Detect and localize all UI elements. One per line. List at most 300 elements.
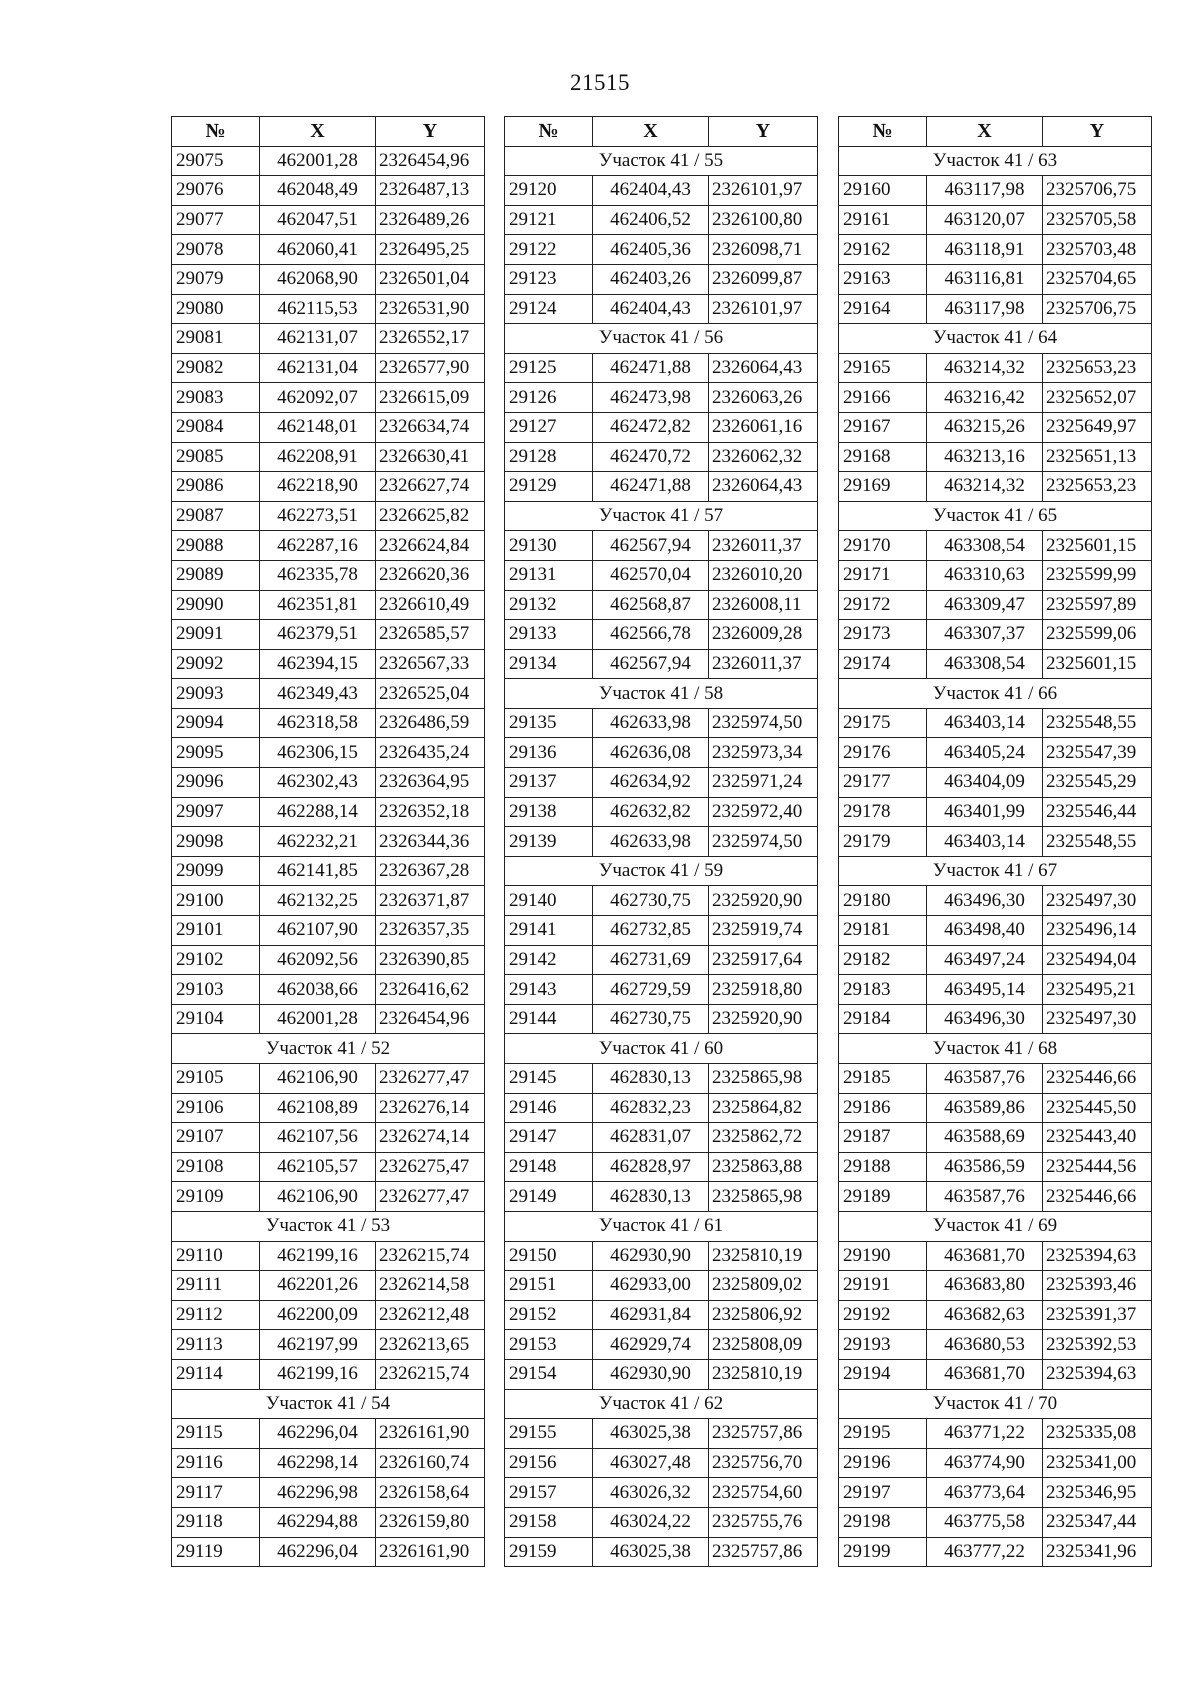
y-coordinate: 2325974,50 [709,708,818,738]
table-row [505,383,818,413]
table-row [172,916,485,946]
section-row [505,1211,818,1241]
y-coordinate: 2325446,66 [1043,1182,1152,1212]
point-number: 29177 [839,768,927,798]
point-number: 29097 [172,797,260,827]
section-row [172,1389,485,1419]
point-number: 29182 [839,945,927,975]
table-row [839,975,1152,1005]
table-row [172,649,485,679]
y-coordinate: 2325335,08 [1043,1419,1152,1449]
y-coordinate: 2326008,11 [709,590,818,620]
table-row [172,501,485,531]
point-number: 29187 [839,1123,927,1153]
point-number: 29186 [839,1093,927,1123]
y-coordinate: 2326275,47 [376,1152,485,1182]
y-coordinate: 2326214,58 [376,1271,485,1301]
table-row [172,353,485,383]
table-row [839,649,1152,679]
table-row [172,235,485,265]
x-coordinate: 462001,28 [260,1004,376,1034]
point-number: 29119 [172,1537,260,1567]
table-row [172,738,485,768]
x-coordinate: 462394,15 [260,649,376,679]
y-coordinate: 2325972,40 [709,797,818,827]
point-number: 29075 [172,146,260,176]
section-row [505,501,818,531]
table-row [505,1152,818,1182]
x-coordinate: 462636,08 [593,738,709,768]
table-row [172,1300,485,1330]
y-coordinate: 2326063,26 [709,383,818,413]
table-row [505,738,818,768]
section-row [505,856,818,886]
table-row [839,1419,1152,1449]
x-coordinate: 462141,85 [260,856,376,886]
table-row [172,708,485,738]
y-coordinate: 2326277,47 [376,1064,485,1094]
table-row [172,886,485,916]
x-coordinate: 462106,90 [260,1182,376,1212]
y-coordinate: 2325653,23 [1043,472,1152,502]
y-coordinate: 2326277,47 [376,1182,485,1212]
section-row [839,146,1152,176]
table-row [172,1064,485,1094]
point-number: 29160 [839,176,927,206]
point-number: 29108 [172,1152,260,1182]
x-coordinate: 463587,76 [927,1064,1043,1094]
table-row [172,442,485,472]
y-coordinate: 2325548,55 [1043,708,1152,738]
point-number: 29096 [172,768,260,798]
header-row [505,117,818,147]
table-row [505,1330,818,1360]
point-number: 29171 [839,560,927,590]
table-row [172,472,485,502]
table-row [839,1241,1152,1271]
section-row [839,324,1152,354]
y-coordinate: 2326011,37 [709,649,818,679]
y-coordinate: 2325545,29 [1043,768,1152,798]
table-row [839,620,1152,650]
y-coordinate: 2325601,15 [1043,649,1152,679]
table-row [172,1419,485,1449]
table-row [505,472,818,502]
point-number: 29176 [839,738,927,768]
header-number: № [505,117,593,147]
x-coordinate: 462306,15 [260,738,376,768]
table-row [172,146,485,176]
point-number: 29109 [172,1182,260,1212]
point-number: 29076 [172,176,260,206]
point-number: 29102 [172,945,260,975]
x-coordinate: 463213,16 [927,442,1043,472]
y-coordinate: 2325865,98 [709,1182,818,1212]
point-number: 29083 [172,383,260,413]
table-row [172,768,485,798]
y-coordinate: 2325809,02 [709,1271,818,1301]
point-number: 29113 [172,1330,260,1360]
point-number: 29125 [505,353,593,383]
x-coordinate: 463775,58 [927,1507,1043,1537]
point-number: 29121 [505,205,593,235]
x-coordinate: 462092,07 [260,383,376,413]
x-coordinate: 462634,92 [593,768,709,798]
coordinates-table-2 [504,116,818,1567]
point-number: 29150 [505,1241,593,1271]
x-coordinate: 463496,30 [927,886,1043,916]
page-number: 21515 [570,70,630,95]
point-number: 29190 [839,1241,927,1271]
x-coordinate: 462731,69 [593,945,709,975]
x-coordinate: 462298,14 [260,1448,376,1478]
x-coordinate: 463214,32 [927,353,1043,383]
y-coordinate: 2326454,96 [376,1004,485,1034]
y-coordinate: 2325652,07 [1043,383,1152,413]
x-coordinate: 463404,09 [927,768,1043,798]
x-coordinate: 462047,51 [260,205,376,235]
section-row [505,1389,818,1419]
y-coordinate: 2325547,39 [1043,738,1152,768]
y-coordinate: 2325393,46 [1043,1271,1152,1301]
y-coordinate: 2326100,80 [709,205,818,235]
table-row [839,1182,1152,1212]
table-row [172,294,485,324]
table-row [505,1419,818,1449]
y-coordinate: 2326364,95 [376,768,485,798]
table-row [505,1478,818,1508]
y-coordinate: 2326624,84 [376,531,485,561]
section-title: Участок 41 / 59 [505,856,818,886]
y-coordinate: 2326390,85 [376,945,485,975]
point-number: 29169 [839,472,927,502]
y-coordinate: 2325808,09 [709,1330,818,1360]
header-y: Y [709,117,818,147]
table-row [172,264,485,294]
x-coordinate: 463682,63 [927,1300,1043,1330]
table-row [505,235,818,265]
y-coordinate: 2326615,09 [376,383,485,413]
y-coordinate: 2326099,87 [709,264,818,294]
x-coordinate: 462406,52 [593,205,709,235]
point-number: 29123 [505,264,593,294]
y-coordinate: 2326371,87 [376,886,485,916]
section-row [839,1211,1152,1241]
x-coordinate: 463681,70 [927,1241,1043,1271]
y-coordinate: 2326215,74 [376,1359,485,1389]
y-coordinate: 2326487,13 [376,176,485,206]
y-coordinate: 2325862,72 [709,1123,818,1153]
x-coordinate: 463588,69 [927,1123,1043,1153]
x-coordinate: 462068,90 [260,264,376,294]
table-row [172,324,485,354]
y-coordinate: 2326627,74 [376,472,485,502]
y-coordinate: 2325920,90 [709,1004,818,1034]
y-coordinate: 2325394,63 [1043,1359,1152,1389]
y-coordinate: 2325597,89 [1043,590,1152,620]
point-number: 29132 [505,590,593,620]
table-row [172,1359,485,1389]
point-number: 29154 [505,1359,593,1389]
table-row [172,531,485,561]
point-number: 29126 [505,383,593,413]
point-number: 29092 [172,649,260,679]
section-row [505,679,818,709]
y-coordinate: 2326344,36 [376,827,485,857]
point-number: 29191 [839,1271,927,1301]
y-coordinate: 2325599,99 [1043,560,1152,590]
y-coordinate: 2325704,65 [1043,264,1152,294]
point-number: 29094 [172,708,260,738]
x-coordinate: 462730,75 [593,886,709,916]
x-coordinate: 463117,98 [927,294,1043,324]
x-coordinate: 463307,37 [927,620,1043,650]
table-row [505,620,818,650]
x-coordinate: 462930,90 [593,1359,709,1389]
point-number: 29147 [505,1123,593,1153]
point-number: 29124 [505,294,593,324]
y-coordinate: 2325599,06 [1043,620,1152,650]
table-row [839,264,1152,294]
y-coordinate: 2326625,82 [376,501,485,531]
table-row [839,205,1152,235]
y-coordinate: 2325754,60 [709,1478,818,1508]
table-row [839,1152,1152,1182]
point-number: 29138 [505,797,593,827]
x-coordinate: 463118,91 [927,235,1043,265]
y-coordinate: 2326630,41 [376,442,485,472]
point-number: 29089 [172,560,260,590]
header-y: Y [376,117,485,147]
y-coordinate: 2325920,90 [709,886,818,916]
table-row [505,1359,818,1389]
header-row [172,117,485,147]
table-row [172,176,485,206]
table-row [505,1093,818,1123]
x-coordinate: 463586,59 [927,1152,1043,1182]
point-number: 29136 [505,738,593,768]
point-number: 29149 [505,1182,593,1212]
y-coordinate: 2326010,20 [709,560,818,590]
point-number: 29179 [839,827,927,857]
y-coordinate: 2325971,24 [709,768,818,798]
point-number: 29088 [172,531,260,561]
point-number: 29135 [505,708,593,738]
y-coordinate: 2325601,15 [1043,531,1152,561]
point-number: 29077 [172,205,260,235]
y-coordinate: 2325341,00 [1043,1448,1152,1478]
x-coordinate: 462379,51 [260,620,376,650]
x-coordinate: 462200,09 [260,1300,376,1330]
x-coordinate: 462404,43 [593,294,709,324]
table-row [172,679,485,709]
table-row [839,1507,1152,1537]
point-number: 29159 [505,1537,593,1567]
y-coordinate: 2326620,36 [376,560,485,590]
x-coordinate: 462105,57 [260,1152,376,1182]
table-row [172,383,485,413]
x-coordinate: 462208,91 [260,442,376,472]
table-row [505,205,818,235]
x-coordinate: 462632,82 [593,797,709,827]
x-coordinate: 462730,75 [593,1004,709,1034]
y-coordinate: 2325649,97 [1043,412,1152,442]
x-coordinate: 462729,59 [593,975,709,1005]
point-number: 29111 [172,1271,260,1301]
coordinates-table-3 [838,116,1152,1567]
point-number: 29106 [172,1093,260,1123]
section-row [505,1034,818,1064]
x-coordinate: 462832,23 [593,1093,709,1123]
y-coordinate: 2326367,28 [376,856,485,886]
section-row [839,856,1152,886]
x-coordinate: 463403,14 [927,827,1043,857]
point-number: 29184 [839,1004,927,1034]
table-row [505,294,818,324]
header-x: X [260,117,376,147]
table-row [172,1330,485,1360]
y-coordinate: 2325919,74 [709,916,818,946]
table-row [172,1241,485,1271]
x-coordinate: 463773,64 [927,1478,1043,1508]
section-row [172,1211,485,1241]
x-coordinate: 462568,87 [593,590,709,620]
point-number: 29142 [505,945,593,975]
y-coordinate: 2325973,34 [709,738,818,768]
x-coordinate: 462404,43 [593,176,709,206]
x-coordinate: 462403,26 [593,264,709,294]
y-coordinate: 2326160,74 [376,1448,485,1478]
table-row [172,1004,485,1034]
point-number: 29115 [172,1419,260,1449]
y-coordinate: 2326352,18 [376,797,485,827]
y-coordinate: 2326501,04 [376,264,485,294]
table-row [839,945,1152,975]
table-row [839,768,1152,798]
table-row [839,472,1152,502]
coordinate-tables [0,116,1200,1676]
table-row [839,1004,1152,1034]
point-number: 29141 [505,916,593,946]
table-row [839,383,1152,413]
point-number: 29175 [839,708,927,738]
x-coordinate: 462302,43 [260,768,376,798]
y-coordinate: 2325346,95 [1043,1478,1152,1508]
table-row [172,560,485,590]
x-coordinate: 462288,14 [260,797,376,827]
x-coordinate: 463683,80 [927,1271,1043,1301]
x-coordinate: 462092,56 [260,945,376,975]
point-number: 29189 [839,1182,927,1212]
x-coordinate: 462296,98 [260,1478,376,1508]
point-number: 29080 [172,294,260,324]
y-coordinate: 2325347,44 [1043,1507,1152,1537]
table-row [839,708,1152,738]
table-row [505,1537,818,1567]
x-coordinate: 462931,84 [593,1300,709,1330]
x-coordinate: 462107,56 [260,1123,376,1153]
table-row [172,1182,485,1212]
table-row [505,264,818,294]
x-coordinate: 462060,41 [260,235,376,265]
x-coordinate: 463498,40 [927,916,1043,946]
point-number: 29093 [172,679,260,709]
table-row [172,856,485,886]
y-coordinate: 2325548,55 [1043,827,1152,857]
y-coordinate: 2326161,90 [376,1537,485,1567]
x-coordinate: 462148,01 [260,412,376,442]
table-row [172,945,485,975]
table-row [505,1507,818,1537]
x-coordinate: 462273,51 [260,501,376,531]
point-number: 29129 [505,472,593,502]
x-coordinate: 463681,70 [927,1359,1043,1389]
y-coordinate: 2326489,26 [376,205,485,235]
y-coordinate: 2325974,50 [709,827,818,857]
y-coordinate: 2325546,44 [1043,797,1152,827]
table-row [839,1271,1152,1301]
y-coordinate: 2326525,04 [376,679,485,709]
section-title: Участок 41 / 56 [505,324,818,354]
table-row [172,1123,485,1153]
y-coordinate: 2325918,80 [709,975,818,1005]
x-coordinate: 462933,00 [593,1271,709,1301]
table-row [172,1093,485,1123]
x-coordinate: 463117,98 [927,176,1043,206]
point-number: 29158 [505,1507,593,1537]
point-number: 29170 [839,531,927,561]
section-row [839,1389,1152,1419]
y-coordinate: 2326161,90 [376,1419,485,1449]
point-number: 29183 [839,975,927,1005]
point-number: 29174 [839,649,927,679]
y-coordinate: 2325446,66 [1043,1064,1152,1094]
y-coordinate: 2326215,74 [376,1241,485,1271]
header-y: Y [1043,117,1152,147]
point-number: 29185 [839,1064,927,1094]
section-title: Участок 41 / 58 [505,679,818,709]
y-coordinate: 2325756,70 [709,1448,818,1478]
table-row [505,1300,818,1330]
x-coordinate: 462038,66 [260,975,376,1005]
y-coordinate: 2326454,96 [376,146,485,176]
table-row [172,1537,485,1567]
x-coordinate: 463401,99 [927,797,1043,827]
section-row [839,501,1152,531]
point-number: 29101 [172,916,260,946]
table-row [172,412,485,442]
y-coordinate: 2326486,59 [376,708,485,738]
x-coordinate: 463405,24 [927,738,1043,768]
y-coordinate: 2325497,30 [1043,1004,1152,1034]
point-number: 29117 [172,1478,260,1508]
section-title: Участок 41 / 69 [839,1211,1152,1241]
table-row [839,235,1152,265]
point-number: 29192 [839,1300,927,1330]
table-row [172,827,485,857]
x-coordinate: 463774,90 [927,1448,1043,1478]
table-row [839,1478,1152,1508]
x-coordinate: 462566,78 [593,620,709,650]
section-title: Участок 41 / 53 [172,1211,485,1241]
table-row [505,1064,818,1094]
table-row [505,708,818,738]
y-coordinate: 2326061,16 [709,412,818,442]
y-coordinate: 2326212,48 [376,1300,485,1330]
table-row [505,560,818,590]
section-title: Участок 41 / 55 [505,146,818,176]
y-coordinate: 2325443,40 [1043,1123,1152,1153]
